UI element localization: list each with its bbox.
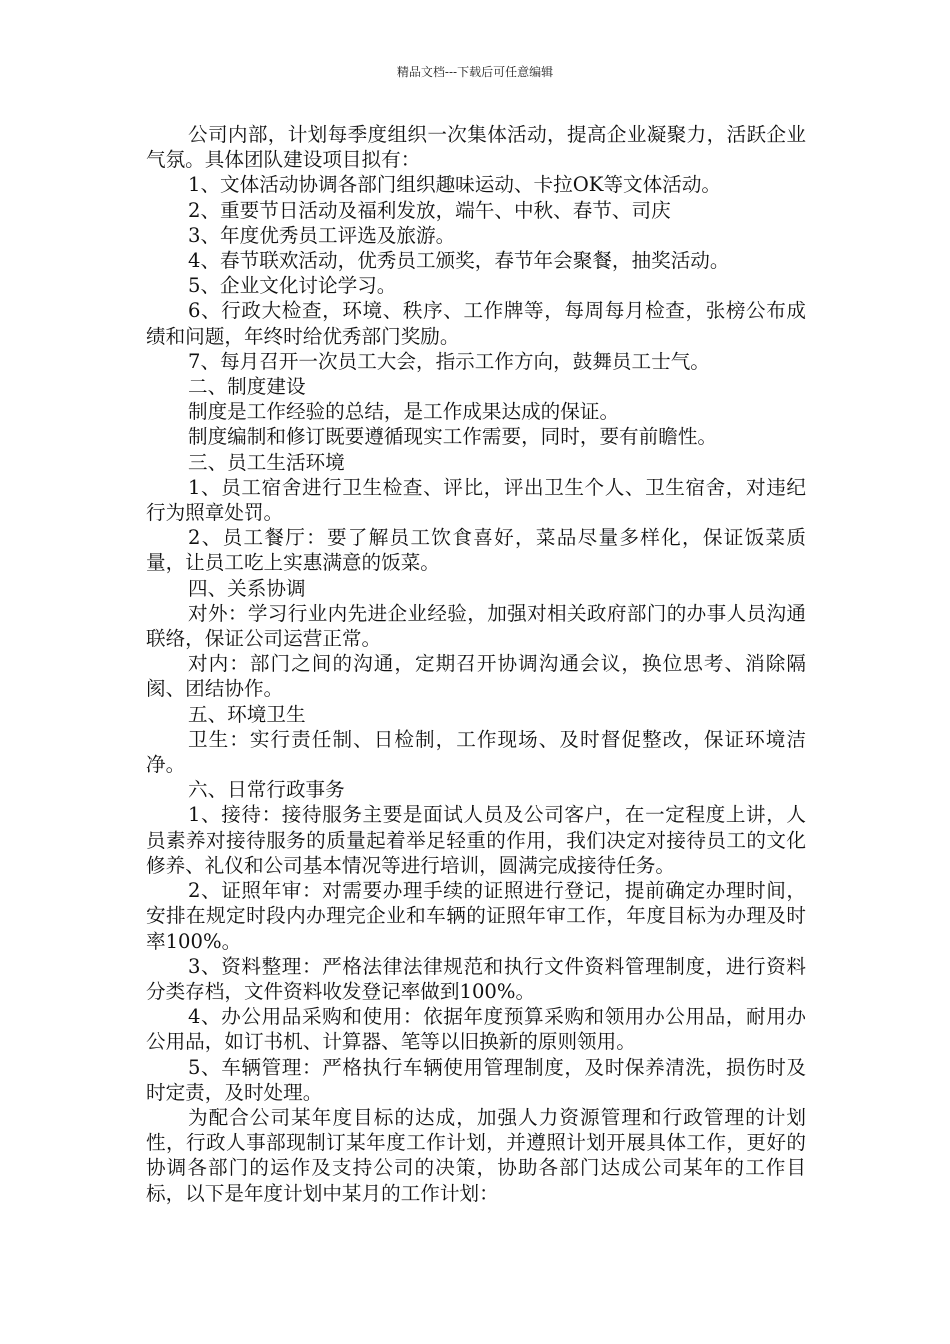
paragraph-external: 对外：学习行业内先进企业经验，加强对相关政府部门的办事人员沟通联络，保证公司运营正常。	[146, 601, 806, 651]
list-item-culture: 5、企业文化讨论学习。	[188, 274, 397, 298]
list-item-inspection: 6、行政大检查，环境、秩序、工作牌等，每周每月检查，张榜公布成绩和问题，年终时给优秀部门奖励。	[146, 299, 806, 348]
list-item-vehicles: 5、车辆管理：严格执行车辆使用管理制度，及时保养清洗，损伤时及时定责，及时处理。	[146, 1055, 806, 1104]
paragraph-team-intro: 公司内部，计划每季度组织一次集体活动，提高企业凝聚力，活跃企业气氛。具体团队建设项目拟有：	[146, 123, 806, 172]
section-heading-hygiene: 五、环境卫生	[188, 702, 306, 726]
document-body	[146, 122, 806, 1206]
list-item-documents: 3、资料整理：严格法律法律规范和执行文件资料管理制度，进行资料分类存档，文件资料收发登记率做到100%。	[146, 954, 806, 1003]
list-item-festivals: 2、重要节日活动及福利发放，端午、中秋、春节、司庆	[188, 198, 671, 222]
paragraph-annual-plan: 为配合公司某年度目标的达成，加强人力资源管理和行政管理的计划性，行政人事部现制订某年度工作计划，并遵照计划开展具体工作，更好的协调各部门的运作及支持公司的决策，协助各部门达成公司某年的工作目标，以下是年度计划中某月的工作计划：	[146, 1105, 806, 1205]
list-item-office-supplies: 4、办公用品采购和使用：依据年度预算采购和领用办公用品，耐用办公用品，如订书机、计算器、笔等以旧换新的原则领用。	[146, 1005, 806, 1054]
page-header: 精品文档---下载后可任意编辑	[396, 65, 554, 79]
list-item-reception: 1、接待：接待服务主要是面试人员及公司客户，在一定程度上讲，人员素养对接待服务的质量起着举足轻重的作用，我们决定对接待员工的文化修养、礼仪和公司基本情况等进行培训，圆满完成接待任务。	[146, 803, 806, 877]
section-heading-living: 三、员工生活环境	[188, 450, 345, 474]
list-item-canteen: 2、员工餐厅：要了解员工饮食喜好，菜品尽量多样化，保证饭菜质量，让员工吃上实惠满意的饭菜。	[146, 526, 806, 575]
list-item-staff-meeting: 7、每月召开一次员工大会，指示工作方向，鼓舞员工士气。	[188, 349, 710, 373]
section-heading-admin: 六、日常行政事务	[188, 778, 345, 802]
paragraph-hygiene: 卫生：实行责任制、日检制，工作现场、及时督促整改，保证环境洁净。	[146, 727, 806, 777]
list-item-employee-award: 3、年度优秀员工评选及旅游。	[188, 223, 456, 247]
paragraph-system-revision: 制度编制和修订既要遵循现实工作需要，同时，要有前瞻性。	[188, 425, 718, 449]
list-item-sports: 1、文体活动协调各部门组织趣味运动、卡拉OK等文体活动。	[188, 173, 722, 197]
paragraph-system-summary: 制度是工作经验的总结，是工作成果达成的保证。	[188, 400, 620, 424]
paragraph-internal: 对内：部门之间的沟通，定期召开协调沟通会议，换位思考、消除隔阂、团结协作。	[146, 652, 806, 701]
list-item-spring-festival: 4、春节联欢活动，优秀员工颁奖，春节年会聚餐，抽奖活动。	[188, 249, 730, 273]
section-heading-relations: 四、关系协调	[188, 576, 306, 600]
list-item-dormitory: 1、员工宿舍进行卫生检查、评比，评出卫生个人、卫生宿舍，对违纪行为照章处罚。	[146, 475, 806, 525]
list-item-license: 2、证照年审：对需要办理手续的证照进行登记，提前确定办理时间，安排在规定时段内办理完企业和车辆的证照年审工作，年度目标为办理及时率100%。	[146, 879, 806, 953]
section-heading-system: 二、制度建设	[188, 375, 306, 399]
